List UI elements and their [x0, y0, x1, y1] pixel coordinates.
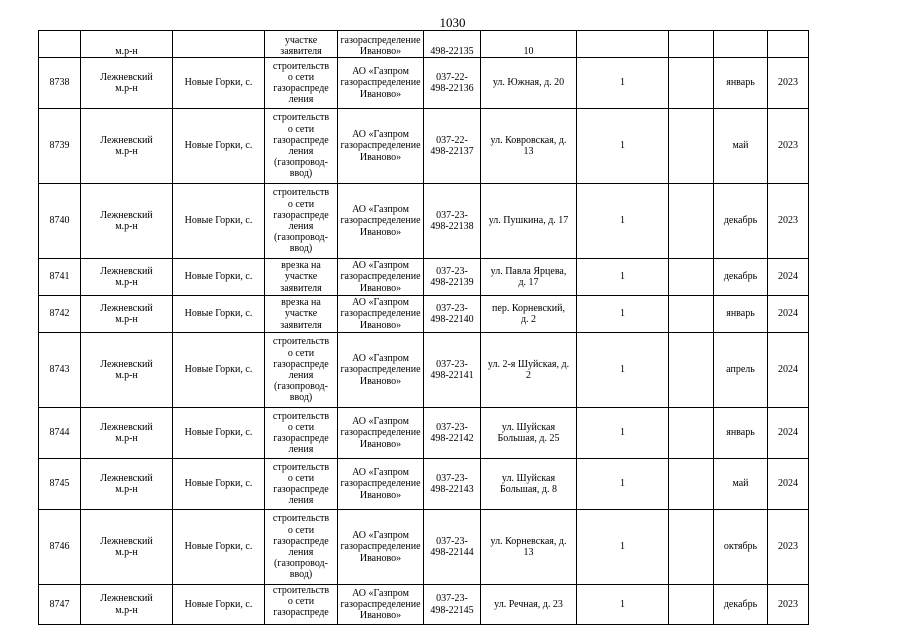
- cell-count: 1: [577, 259, 669, 296]
- cell-code: 037-23- 498-22145: [424, 585, 481, 625]
- cell-org: АО «Газпром газораспределение Иваново»: [338, 109, 424, 184]
- cell-district: Лежневский м.р-н: [81, 333, 173, 408]
- table-row: [39, 585, 809, 625]
- cell-work: строительств о сети газораспреде ления: [265, 408, 338, 459]
- cell-month: январь: [714, 58, 768, 109]
- cell-district: Лежневский м.р-н: [81, 510, 173, 585]
- cell-district: Лежневский м.р-н: [81, 459, 173, 510]
- cell-code: 037-23- 498-22143: [424, 459, 481, 510]
- cell-work: строительств о сети газораспреде ления (газопровод- ввод): [265, 184, 338, 259]
- cell-locality: Новые Горки, с.: [173, 259, 265, 296]
- cell-extra: [669, 408, 714, 459]
- cell-org: АО «Газпром газораспределение Иваново»: [338, 585, 424, 625]
- cell-id: 8747: [39, 585, 81, 625]
- cell-code: 498-22135: [424, 31, 481, 58]
- cell-id: 8744: [39, 408, 81, 459]
- cell-district: Лежневский м.р-н: [81, 184, 173, 259]
- cell-count: 1: [577, 58, 669, 109]
- cell-count: 1: [577, 109, 669, 184]
- cell-address: ул. Ковровская, д. 13: [481, 109, 577, 184]
- cell-year: 2023: [768, 58, 809, 109]
- cell-count: 1: [577, 184, 669, 259]
- cell-work: строительств о сети газораспреде ления: [265, 58, 338, 109]
- cell-org: АО «Газпром газораспределение Иваново»: [338, 296, 424, 333]
- cell-year: 2023: [768, 510, 809, 585]
- cell-address: ул. Шуйская Большая, д. 8: [481, 459, 577, 510]
- cell-year: 2023: [768, 585, 809, 625]
- cell-year: [768, 31, 809, 58]
- cell-extra: [669, 259, 714, 296]
- cell-month: декабрь: [714, 585, 768, 625]
- page-number: 1030: [439, 15, 466, 30]
- cell-locality: Новые Горки, с.: [173, 296, 265, 333]
- cell-work: строительств о сети газораспреде ления (газопровод- ввод): [265, 109, 338, 184]
- cell-address: ул. Шуйская Большая, д. 25: [481, 408, 577, 459]
- cell-extra: [669, 459, 714, 510]
- cell-locality: Новые Горки, с.: [173, 333, 265, 408]
- cell-work: строительств о сети газораспреде ления (газопровод- ввод): [265, 333, 338, 408]
- cell-locality: Новые Горки, с.: [173, 510, 265, 585]
- table-body: [39, 31, 809, 625]
- cell-locality: Новые Горки, с.: [173, 459, 265, 510]
- cell-year: 2024: [768, 333, 809, 408]
- cell-district: м.р-н: [81, 31, 173, 58]
- cell-org: АО «Газпром газораспределение Иваново»: [338, 58, 424, 109]
- cell-work: врезка на участке заявителя: [265, 259, 338, 296]
- cell-year: 2024: [768, 459, 809, 510]
- table-row: [39, 259, 809, 296]
- cell-address: ул. Речная, д. 23: [481, 585, 577, 625]
- cell-district: Лежневский м.р-н: [81, 585, 173, 625]
- cell-extra: [669, 510, 714, 585]
- cell-locality: Новые Горки, с.: [173, 408, 265, 459]
- cell-work: участке заявителя: [265, 31, 338, 58]
- cell-district: Лежневский м.р-н: [81, 408, 173, 459]
- cell-count: 1: [577, 408, 669, 459]
- cell-month: октябрь: [714, 510, 768, 585]
- cell-count: 1: [577, 510, 669, 585]
- cell-extra: [669, 585, 714, 625]
- table-row: [39, 408, 809, 459]
- cell-address: пер. Корневский, д. 2: [481, 296, 577, 333]
- cell-id: 8738: [39, 58, 81, 109]
- cell-extra: [669, 109, 714, 184]
- cell-code: 037-23- 498-22138: [424, 184, 481, 259]
- cell-year: 2024: [768, 408, 809, 459]
- cell-year: 2023: [768, 184, 809, 259]
- cell-count: 1: [577, 585, 669, 625]
- cell-work: врезка на участке заявителя: [265, 296, 338, 333]
- cell-code: 037-23- 498-22144: [424, 510, 481, 585]
- cell-address: ул. 2-я Шуйская, д. 2: [481, 333, 577, 408]
- cell-address: ул. Пушкина, д. 17: [481, 184, 577, 259]
- cell-month: январь: [714, 296, 768, 333]
- cell-year: 2024: [768, 296, 809, 333]
- table-row: [39, 296, 809, 333]
- cell-district: Лежневский м.р-н: [81, 109, 173, 184]
- cell-id: 8739: [39, 109, 81, 184]
- cell-year: 2023: [768, 109, 809, 184]
- cell-code: 037-23- 498-22142: [424, 408, 481, 459]
- table-row: [39, 58, 809, 109]
- cell-org: АО «Газпром газораспределение Иваново»: [338, 459, 424, 510]
- cell-month: апрель: [714, 333, 768, 408]
- cell-locality: Новые Горки, с.: [173, 184, 265, 259]
- cell-count: 1: [577, 459, 669, 510]
- cell-work: строительств о сети газораспреде: [265, 585, 338, 625]
- cell-code: 037-23- 498-22140: [424, 296, 481, 333]
- cell-locality: Новые Горки, с.: [173, 109, 265, 184]
- cell-id: [39, 31, 81, 58]
- cell-locality: [173, 31, 265, 58]
- cell-month: декабрь: [714, 259, 768, 296]
- cell-month: [714, 31, 768, 58]
- cell-month: декабрь: [714, 184, 768, 259]
- table-row: [39, 510, 809, 585]
- cell-org: АО «Газпром газораспределение Иваново»: [338, 259, 424, 296]
- table-row: [39, 333, 809, 408]
- cell-org: АО «Газпром газораспределение Иваново»: [338, 408, 424, 459]
- table-row-partial: [39, 31, 809, 58]
- cell-count: [577, 31, 669, 58]
- table-row: [39, 459, 809, 510]
- cell-code: 037-23- 498-22139: [424, 259, 481, 296]
- cell-id: 8741: [39, 259, 81, 296]
- cell-extra: [669, 31, 714, 58]
- cell-id: 8746: [39, 510, 81, 585]
- cell-locality: Новые Горки, с.: [173, 585, 265, 625]
- cell-month: май: [714, 109, 768, 184]
- cell-org: АО «Газпром газораспределение Иваново»: [338, 184, 424, 259]
- cell-org: газораспределение Иваново»: [338, 31, 424, 58]
- cell-district: Лежневский м.р-н: [81, 296, 173, 333]
- cell-work: строительств о сети газораспреде ления: [265, 459, 338, 510]
- cell-id: 8745: [39, 459, 81, 510]
- cell-extra: [669, 296, 714, 333]
- registry-table: [38, 30, 809, 625]
- cell-count: 1: [577, 333, 669, 408]
- cell-extra: [669, 333, 714, 408]
- cell-code: 037-23- 498-22141: [424, 333, 481, 408]
- cell-count: 1: [577, 296, 669, 333]
- cell-id: 8742: [39, 296, 81, 333]
- cell-id: 8740: [39, 184, 81, 259]
- cell-org: АО «Газпром газораспределение Иваново»: [338, 510, 424, 585]
- cell-extra: [669, 184, 714, 259]
- cell-work: строительств о сети газораспреде ления (газопровод- ввод): [265, 510, 338, 585]
- cell-year: 2024: [768, 259, 809, 296]
- cell-address: ул. Павла Ярцева, д. 17: [481, 259, 577, 296]
- cell-month: май: [714, 459, 768, 510]
- cell-address: 10: [481, 31, 577, 58]
- cell-district: Лежневский м.р-н: [81, 259, 173, 296]
- cell-org: АО «Газпром газораспределение Иваново»: [338, 333, 424, 408]
- cell-extra: [669, 58, 714, 109]
- table-row: [39, 109, 809, 184]
- cell-month: январь: [714, 408, 768, 459]
- cell-code: 037-22- 498-22137: [424, 109, 481, 184]
- cell-district: Лежневский м.р-н: [81, 58, 173, 109]
- cell-code: 037-22- 498-22136: [424, 58, 481, 109]
- cell-id: 8743: [39, 333, 81, 408]
- cell-address: ул. Южная, д. 20: [481, 58, 577, 109]
- table-row: [39, 184, 809, 259]
- cell-locality: Новые Горки, с.: [173, 58, 265, 109]
- cell-address: ул. Корневская, д. 13: [481, 510, 577, 585]
